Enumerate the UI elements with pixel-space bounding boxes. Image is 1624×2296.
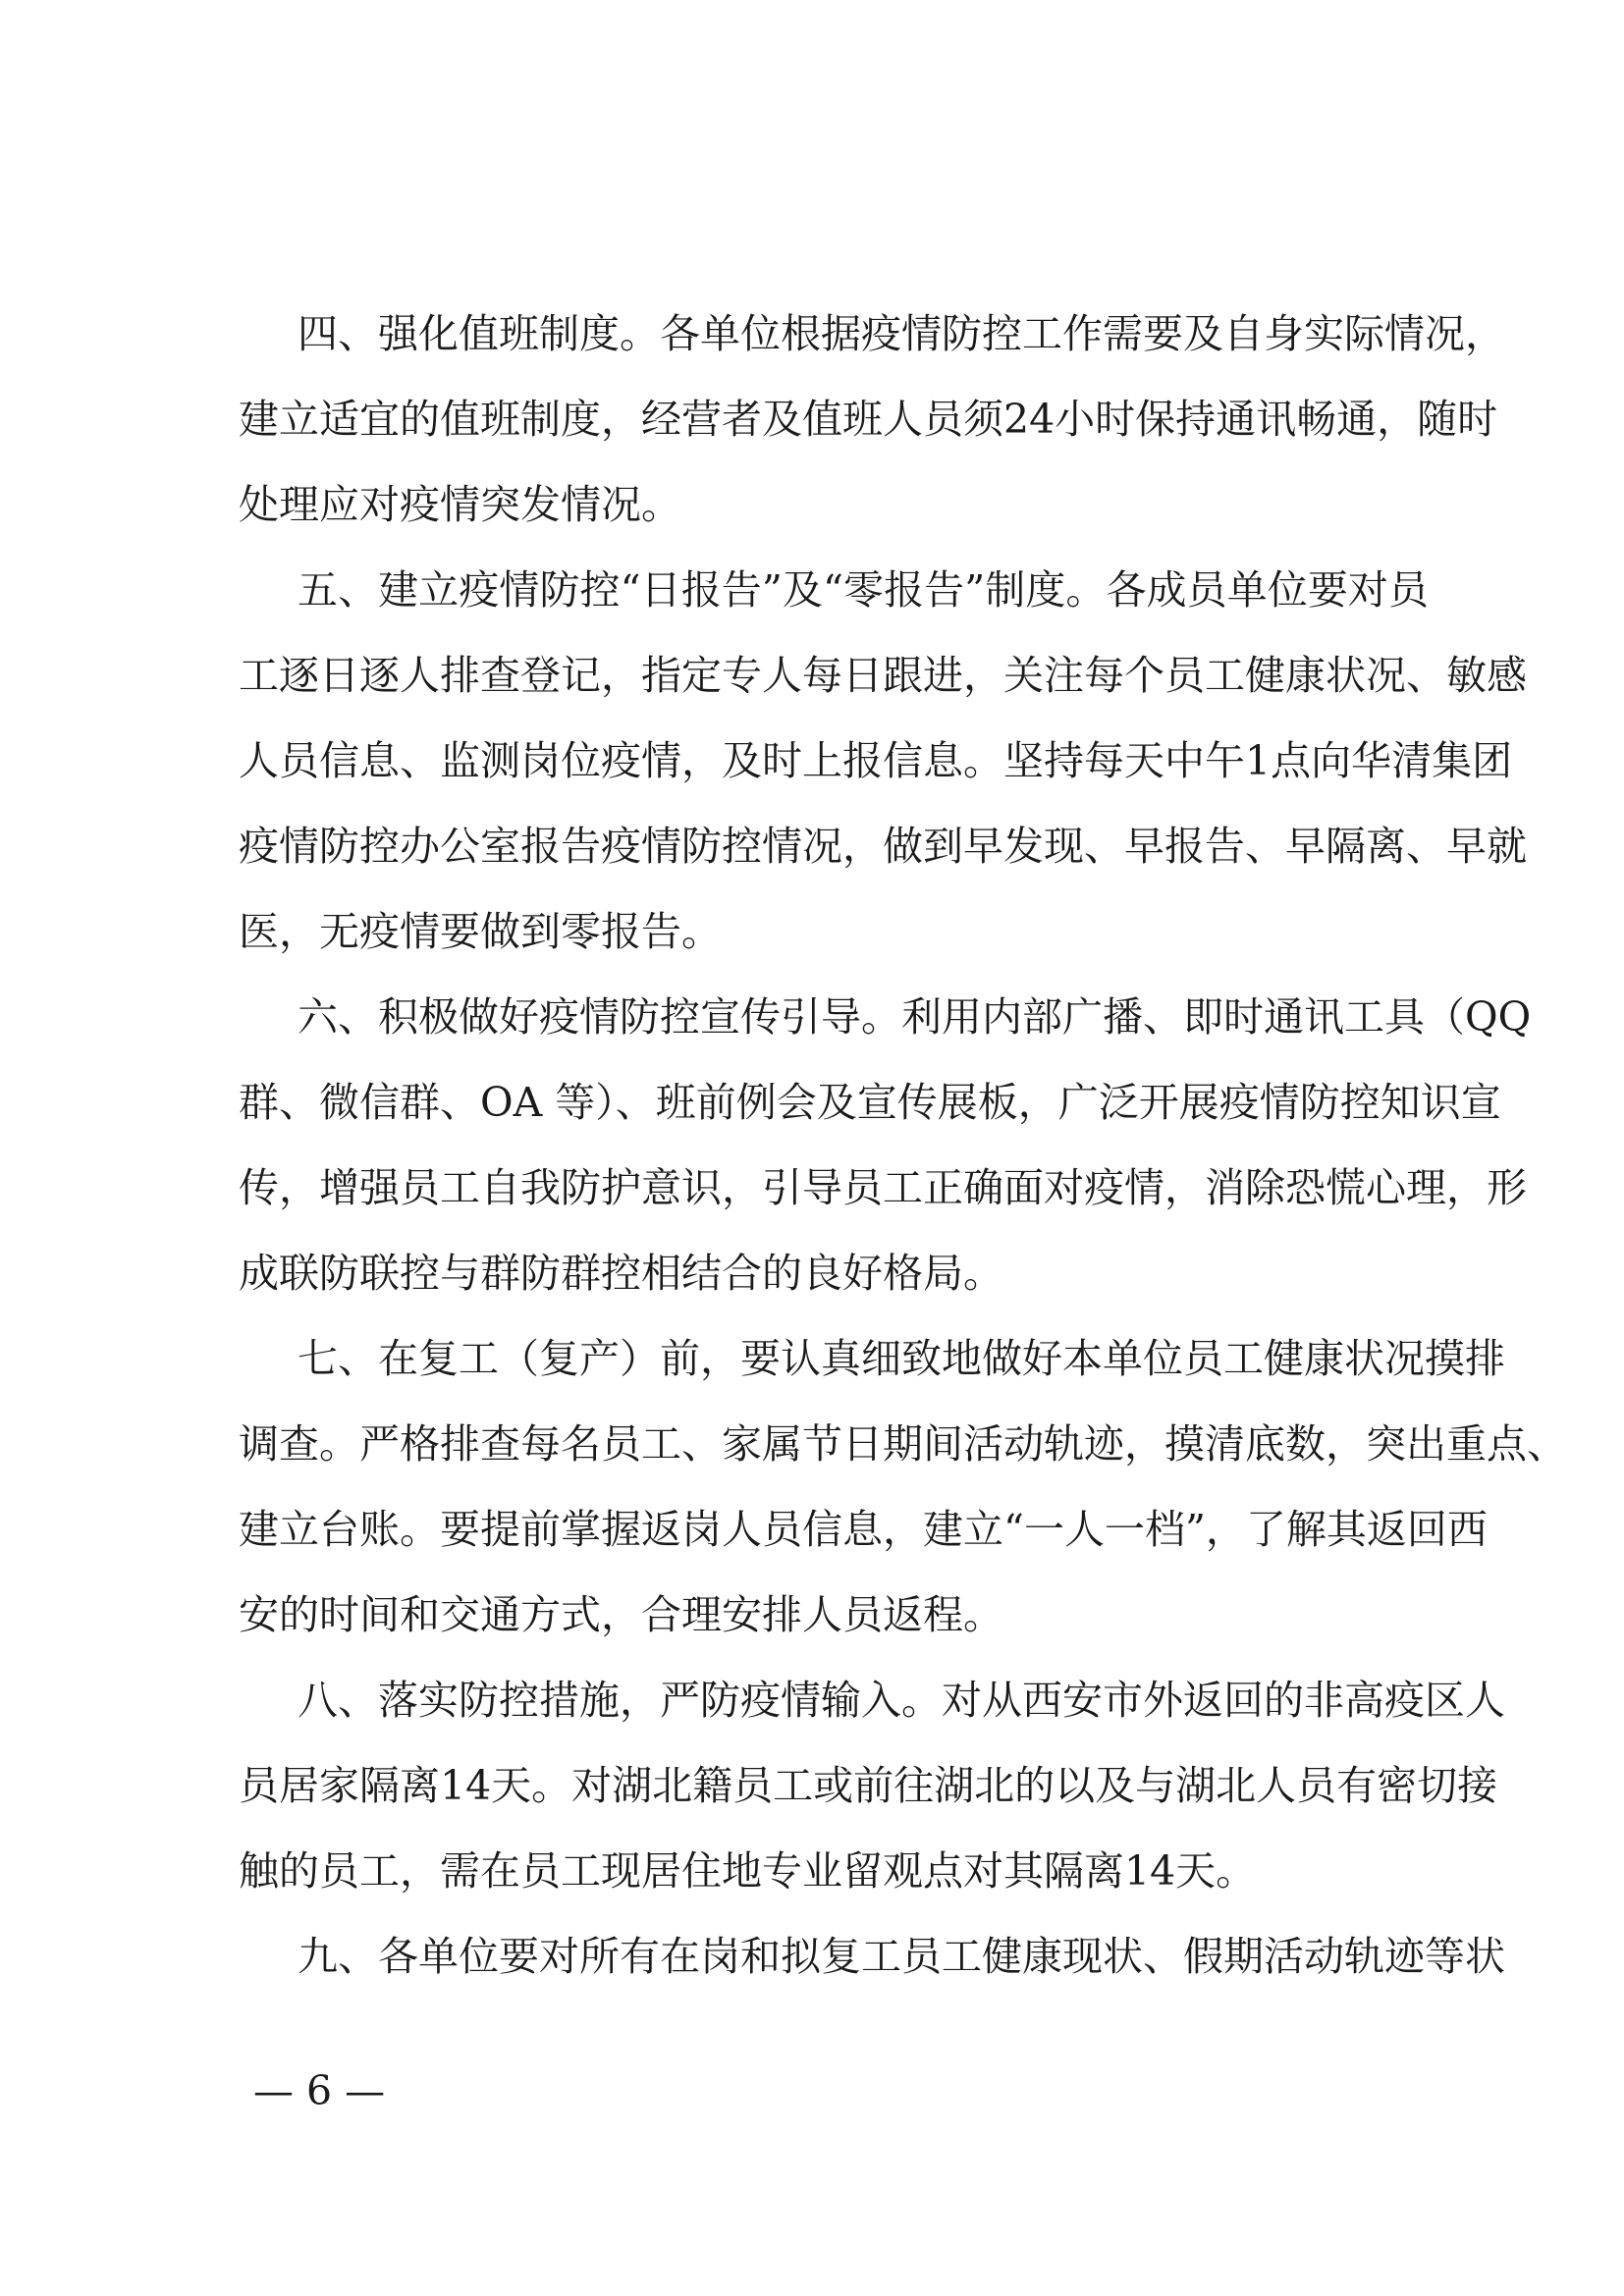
paragraph-8-line-2: 员居家隔离14天。对湖北籍员工或前往湖北的以及与湖北人员有密切接 xyxy=(239,1762,1498,1809)
paragraph-8-line-1: 八、落实防控措施，严防疫情输入。对从西安市外返回的非高疫区人 xyxy=(298,1677,1505,1724)
paragraph-5-line-5: 医，无疫情要做到零报告。 xyxy=(239,908,722,955)
paragraph-9-line-1: 九、各单位要对所有在岗和拟复工员工健康现状、假期活动轨迹等状 xyxy=(298,1933,1505,1980)
paragraph-6-line-4: 成联防联控与群防群控相结合的良好格局。 xyxy=(239,1250,1003,1297)
paragraph-5-line-4: 疫情防控办公室报告疫情防控情况，做到早发现、早报告、早隔离、早就 xyxy=(239,823,1527,870)
paragraph-7-line-4: 安的时间和交通方式，合理安排人员返程。 xyxy=(239,1591,1003,1638)
paragraph-5-line-3: 人员信息、监测岗位疫情，及时上报信息。坚持每天中午1点向华清集团 xyxy=(239,737,1513,784)
paragraph-5-line-1: 五、建立疫情防控“日报告”及“零报告”制度。各成员单位要对员 xyxy=(298,566,1429,614)
paragraph-5-line-2: 工逐日逐人排查登记，指定专人每日跟进，关注每个员工健康状况、敏感 xyxy=(239,652,1527,699)
paragraph-6-line-1: 六、积极做好疫情防控宣传引导。利用内部广播、即时通讯工具（QQ xyxy=(298,993,1532,1041)
paragraph-4-line-3: 处理应对疫情突发情况。 xyxy=(239,481,681,528)
paragraph-6-line-3: 传，增强员工自我防护意识，引导员工正确面对疫情，消除恐慌心理，形 xyxy=(239,1164,1527,1211)
paragraph-6-line-2: 群、微信群、OA 等）、班前例会及宣传展板，广泛开展疫情防控知识宣 xyxy=(239,1079,1501,1126)
paragraph-7-line-3: 建立台账。要提前掌握返岗人员信息，建立“一人一档”，了解其返回西 xyxy=(239,1506,1488,1553)
paragraph-8-line-3: 触的员工，需在员工现居住地专业留观点对其隔离14天。 xyxy=(239,1847,1257,1895)
paragraph-4-line-1: 四、强化值班制度。各单位根据疫情防控工作需要及自身实际情况， xyxy=(298,310,1505,357)
page-number: — 6 — xyxy=(253,2067,386,2114)
paragraph-7-line-1: 七、在复工（复产）前，要认真细致地做好本单位员工健康状况摸排 xyxy=(298,1335,1505,1382)
paragraph-7-line-2: 调查。严格排查每名员工、家属节日期间活动轨迹，摸清底数，突出重点、 xyxy=(239,1420,1567,1468)
paragraph-4-line-2: 建立适宜的值班制度，经营者及值班人员须24小时保持通讯畅通，随时 xyxy=(239,396,1498,443)
